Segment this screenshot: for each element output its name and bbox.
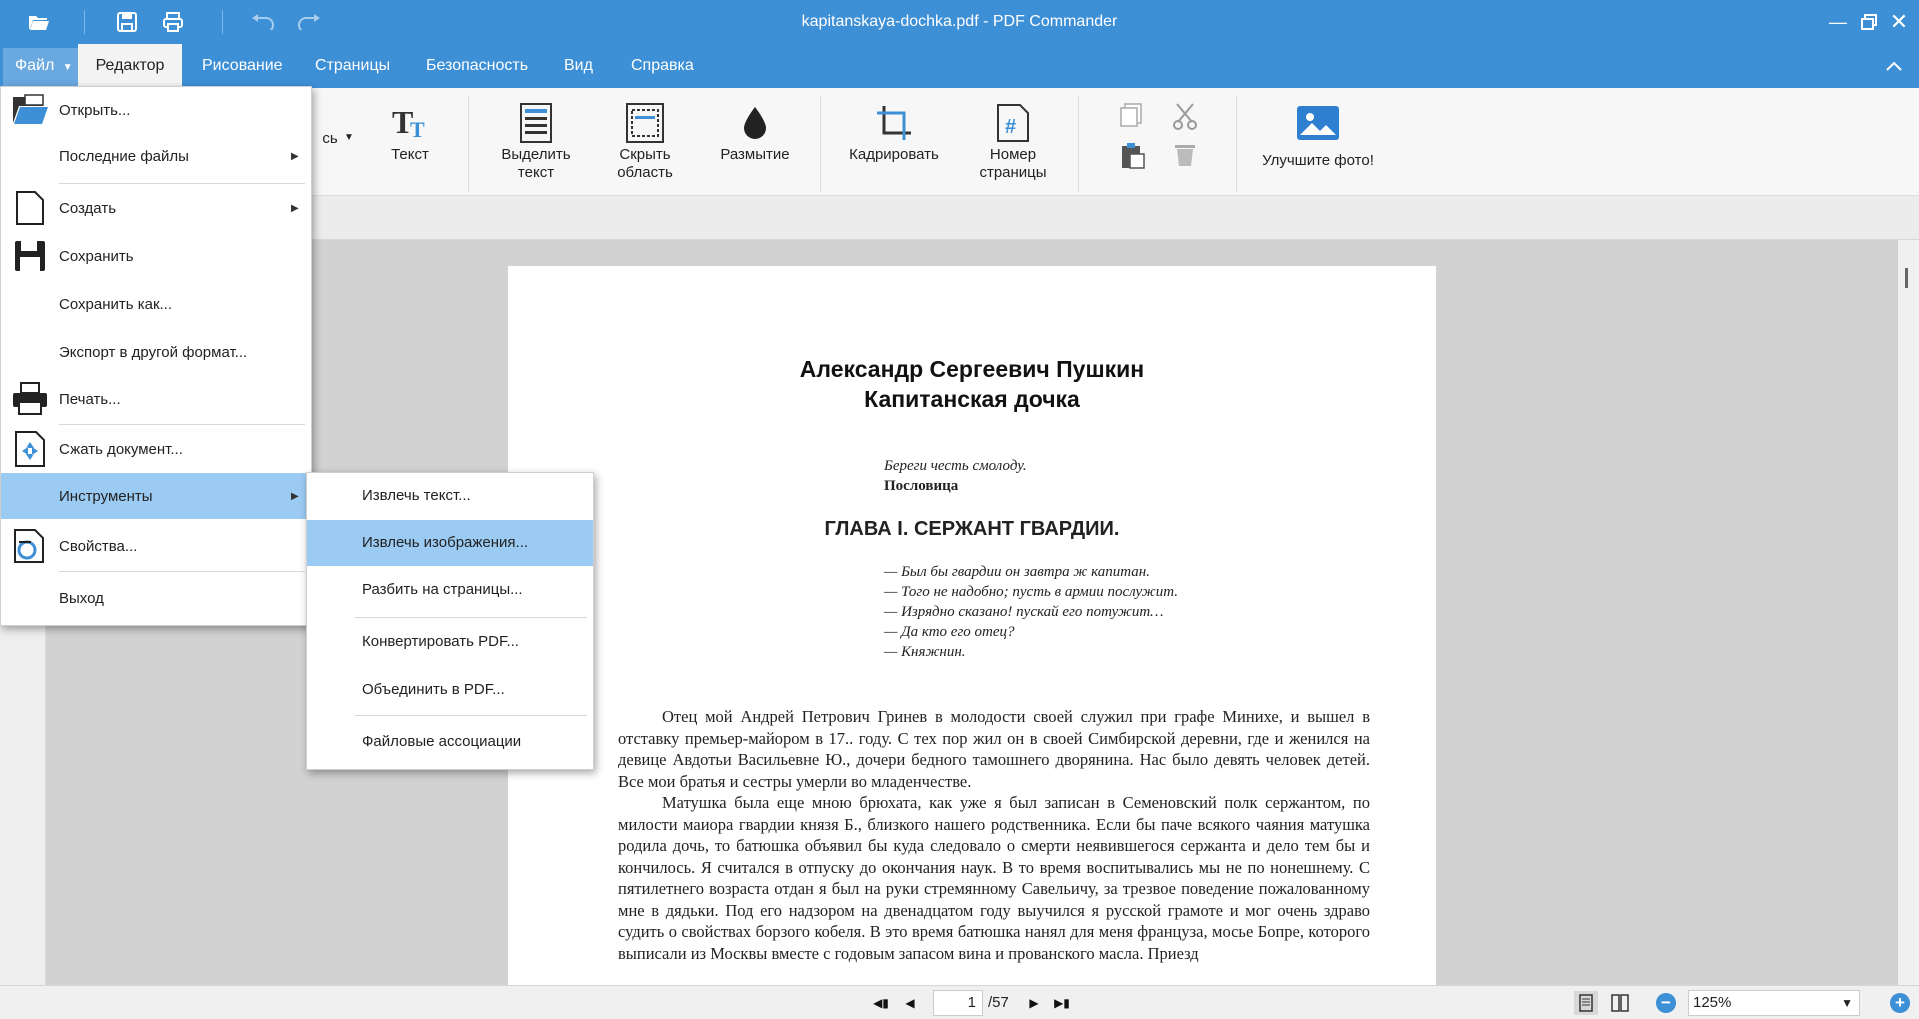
next-page-icon[interactable]: ▶: [1029, 996, 1039, 1010]
submenu-split-pages[interactable]: Разбить на страницы...: [362, 581, 523, 598]
text-tool[interactable]: [380, 100, 440, 163]
chevron-right-icon: ▶: [291, 490, 299, 502]
improve-photo-label: Улучшите фото!: [1262, 152, 1374, 169]
dialog-line: — Того не надобно; пусть в армии послужит.: [884, 584, 1178, 600]
menu-bar: [0, 44, 1919, 88]
zoom-out-icon[interactable]: −: [1656, 993, 1676, 1013]
tab-security[interactable]: Безопасность: [426, 57, 529, 74]
file-menu: [0, 86, 312, 626]
chevron-right-icon: ▶: [291, 202, 299, 214]
menu-compress[interactable]: [1, 426, 311, 472]
crop-icon: [842, 100, 946, 146]
page-number-tool[interactable]: [968, 100, 1058, 182]
last-page-icon[interactable]: ▶▮: [1054, 996, 1070, 1010]
submenu-extract-images[interactable]: Извлечь изображения...: [307, 520, 593, 566]
menu-file-label: Файл: [15, 57, 55, 74]
paste-icon: [1120, 142, 1146, 174]
dialog-line: — Да кто его отец?: [884, 624, 1015, 640]
document-author: Александр Сергеевич Пушкин: [799, 356, 1145, 382]
text-tool-label: Текст: [391, 146, 429, 163]
svg-text:T: T: [410, 117, 425, 142]
tab-pages[interactable]: Страницы: [315, 57, 391, 74]
submenu-convert-pdf[interactable]: Конвертировать PDF...: [362, 633, 519, 650]
menu-print[interactable]: [1, 376, 311, 422]
first-page-icon[interactable]: ◀▮: [873, 996, 889, 1010]
body-text: [618, 706, 1370, 964]
menu-export[interactable]: [1, 329, 311, 375]
chevron-down-icon: ▼: [62, 62, 73, 73]
paragraph: Матушка была еще мною брюхата, как уже я был записан в Семеновский полк сержантом, по милости маиора гвардии князя Б., близкого нашего родственника. Если бы паче всякого чаяния матушка родила дочь, то батюшка объявил бы куда следовало о смерти неявившегося сержанта и дело тем бы и кончилось. Я считался в отпуску до окончания наук. В то время воспитывались мы не по нонешнему. С пятилетнего возраста отдан я был на руки стремянному Савельичу, за трезвое поведение пожалованному мне в дядьки. Под его надзором на двенадцатом году выучился я русской грамоте и мог очень здраво судить о свойствах борзого кобеля. В это время батюшка нанял для меня француза, мосье Бопре, которого выписали из Москвы вместе с годовым запасом вина и прованского масла. Приезд: [618, 793, 1370, 963]
menu-recent-files[interactable]: [1, 133, 311, 179]
two-page-view-icon[interactable]: [1610, 993, 1630, 1013]
dropdown-arrow-icon: ▼: [344, 132, 354, 143]
menu-open[interactable]: [1, 87, 311, 133]
printer-icon: [1, 376, 59, 422]
epigraph-dialog: [884, 562, 1178, 662]
menu-print-label: Печать...: [59, 390, 121, 408]
text-icon: [380, 100, 440, 146]
tab-help[interactable]: Справка: [631, 57, 694, 74]
pdf-page[interactable]: [508, 266, 1436, 1019]
window-title: kapitanskaya-dochka.pdf - PDF Commander: [801, 13, 1118, 30]
menu-export-label: Экспорт в другой формат...: [59, 343, 248, 361]
submenu-extract-text[interactable]: Извлечь текст...: [362, 487, 471, 504]
svg-text:T: T: [392, 104, 414, 140]
tab-editor[interactable]: Редактор: [78, 44, 182, 88]
blur-drop-icon: [715, 100, 795, 146]
crop-tool[interactable]: [842, 100, 946, 163]
page-number-icon: [968, 100, 1058, 146]
title-bar: [0, 0, 1919, 44]
close-icon[interactable]: ✕: [1889, 9, 1909, 34]
zoom-select[interactable]: [1688, 990, 1860, 1016]
status-bar: [0, 985, 1919, 1019]
tab-drawing[interactable]: Рисование: [202, 57, 283, 74]
tools-submenu: [306, 472, 594, 770]
restore-icon[interactable]: [1856, 10, 1882, 34]
menu-properties-label: Свойства...: [59, 537, 138, 555]
hide-area-label: Скрыть область: [617, 146, 673, 181]
copy-icon: [1118, 102, 1144, 132]
cut-tool[interactable]: [1172, 102, 1198, 134]
menu-create-label: Создать: [59, 199, 117, 217]
scissors-icon: [1172, 102, 1198, 134]
zoom-in-icon[interactable]: +: [1890, 993, 1910, 1013]
minimize-icon[interactable]: —: [1829, 12, 1847, 32]
document-heading: [508, 354, 1436, 414]
submenu-file-associations[interactable]: Файловые ассоциации: [362, 733, 522, 750]
chevron-down-icon: ▼: [1841, 996, 1853, 1010]
vertical-scrollbar[interactable]: [1898, 240, 1919, 985]
menu-file[interactable]: [3, 48, 85, 88]
page-number-label: Номер страницы: [979, 146, 1047, 181]
menu-compress-label: Сжать документ...: [59, 440, 183, 458]
hide-area-tool[interactable]: [602, 100, 688, 182]
zoom-value: 125%: [1693, 994, 1732, 1011]
menu-create[interactable]: [1, 185, 311, 231]
menu-tools-label: Инструменты: [59, 487, 153, 505]
paste-tool[interactable]: [1120, 142, 1146, 174]
trash-icon: [1174, 142, 1196, 172]
dialog-line: — Изрядно сказано! пускай его потужит…: [884, 604, 1164, 620]
submenu-merge-pdf[interactable]: Объединить в PDF...: [362, 681, 505, 698]
epigraph-line: Береги честь смолоду.: [884, 458, 1027, 474]
epigraph: [884, 456, 1027, 496]
scrollbar-thumb[interactable]: [1905, 268, 1908, 288]
menu-save-as[interactable]: [1, 281, 311, 327]
properties-icon: [1, 523, 59, 569]
menu-save[interactable]: [1, 233, 311, 279]
select-text-tool[interactable]: [494, 100, 578, 182]
copy-tool[interactable]: [1118, 102, 1144, 132]
blur-label: Размытие: [720, 146, 790, 163]
blur-tool[interactable]: [715, 100, 795, 163]
signature-tool-label: сь: [322, 130, 338, 147]
floppy-disk-icon: [1, 233, 59, 279]
photo-icon: [1260, 100, 1376, 146]
compress-icon: [1, 426, 59, 472]
single-page-view-icon[interactable]: [1574, 991, 1598, 1015]
improve-photo-button[interactable]: [1260, 100, 1376, 169]
page-number-input[interactable]: 1: [933, 990, 983, 1016]
menu-recent-files-label: Последние файлы: [59, 147, 189, 165]
menu-open-label: Открыть...: [59, 101, 131, 119]
select-text-label: Выделить текст: [501, 146, 571, 181]
menu-save-label: Сохранить: [59, 247, 134, 265]
hide-area-icon: [602, 100, 688, 146]
menu-exit-label: Выход: [59, 589, 104, 607]
menu-properties[interactable]: [1, 523, 311, 569]
delete-tool[interactable]: [1174, 142, 1196, 172]
tab-view[interactable]: Вид: [564, 57, 593, 74]
menu-exit[interactable]: [1, 575, 311, 621]
collapse-ribbon-icon[interactable]: [1869, 44, 1919, 88]
menu-save-as-label: Сохранить как...: [59, 295, 173, 313]
svg-text:#: #: [1005, 116, 1017, 138]
crop-label: Кадрировать: [849, 146, 939, 163]
new-document-icon: [1, 185, 59, 231]
epigraph-source: Пословица: [884, 478, 959, 494]
dialog-line: — Был бы гвардии он завтра ж капитан.: [884, 564, 1150, 580]
folder-open-icon: [1, 87, 59, 133]
document-title: Капитанская дочка: [864, 386, 1080, 412]
dialog-line: — Княжнин.: [884, 644, 966, 660]
page-total: /57: [988, 994, 1009, 1011]
chevron-right-icon: ▶: [291, 150, 299, 162]
paragraph: Отец мой Андрей Петрович Гринев в молодости своей служил при графе Минихе, и вышел в отставку премьер-майором в 17.. году. С тех пор жил он в своей Симбирской деревни, где и женился на девице Авдотьи Васильевне Ю., дочери бедного тамошнего дворянина. Нас было девять человек детей. Все мои братья и сестры умерли во младенчестве.: [618, 707, 1370, 791]
prev-page-icon[interactable]: ◀: [905, 996, 915, 1010]
menu-tools[interactable]: [1, 473, 311, 519]
chapter-heading: ГЛАВА I. СЕРЖАНТ ГВАРДИИ.: [824, 518, 1120, 540]
select-text-icon: [494, 100, 578, 146]
